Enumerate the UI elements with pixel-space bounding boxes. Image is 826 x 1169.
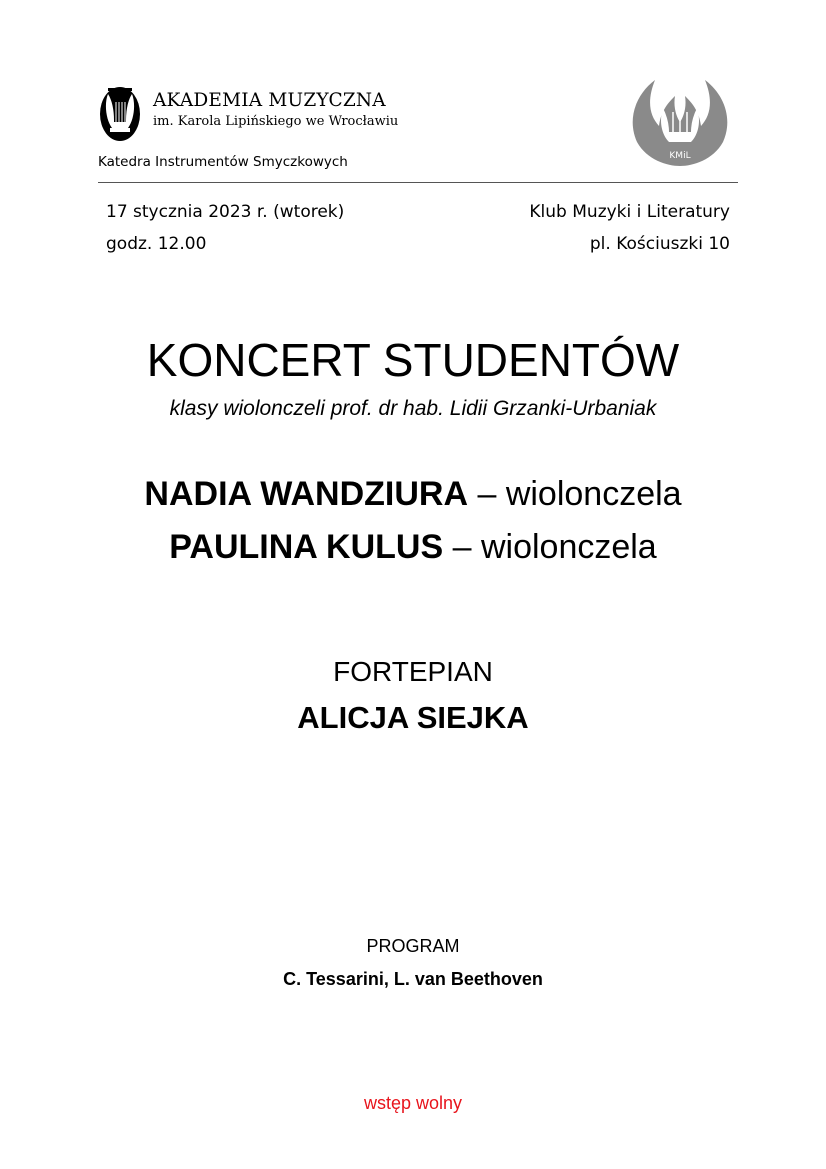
org-subtitle: im. Karola Lipińskiego we Wrocławiu — [153, 114, 399, 129]
event-date: 17 stycznia 2023 r. (wtorek) — [106, 202, 345, 222]
pianist-name: ALICJA SIEJKA — [297, 700, 529, 735]
lyre-logo-icon — [98, 80, 142, 142]
performer-role: – wiolonczela — [443, 528, 657, 566]
performer-line — [0, 528, 826, 567]
event-venue: Klub Muzyki i Literatury — [529, 202, 730, 222]
event-datetime — [106, 196, 344, 260]
event-location — [529, 196, 730, 260]
concert-subtitle: klasy wiolonczeli prof. dr hab. Lidii Grzanki-Urbaniak — [169, 397, 657, 420]
right-logo-text: KMiL — [669, 151, 691, 161]
performer-line — [0, 475, 826, 514]
concert-title: KONCERT STUDENTÓW — [146, 334, 680, 386]
org-name: AKADEMIA MUZYCZNA — [153, 90, 386, 111]
piano-label: FORTEPIAN — [333, 656, 493, 687]
department: Katedra Instrumentów Smyczkowych — [98, 154, 348, 170]
event-time: godz. 12.00 — [106, 234, 207, 254]
admission-note: wstęp wolny — [363, 1093, 463, 1113]
program-composers: C. Tessarini, L. van Beethoven — [283, 969, 543, 989]
event-address: pl. Kościuszki 10 — [589, 234, 730, 254]
program-label: PROGRAM — [366, 936, 460, 956]
header-divider — [98, 182, 738, 183]
performer-name: PAULINA KULUS — [169, 528, 444, 566]
performer-name: NADIA WANDZIURA — [144, 475, 469, 513]
flame-lyre-logo-icon — [625, 60, 735, 172]
performer-role: – wiolonczela — [468, 475, 682, 513]
